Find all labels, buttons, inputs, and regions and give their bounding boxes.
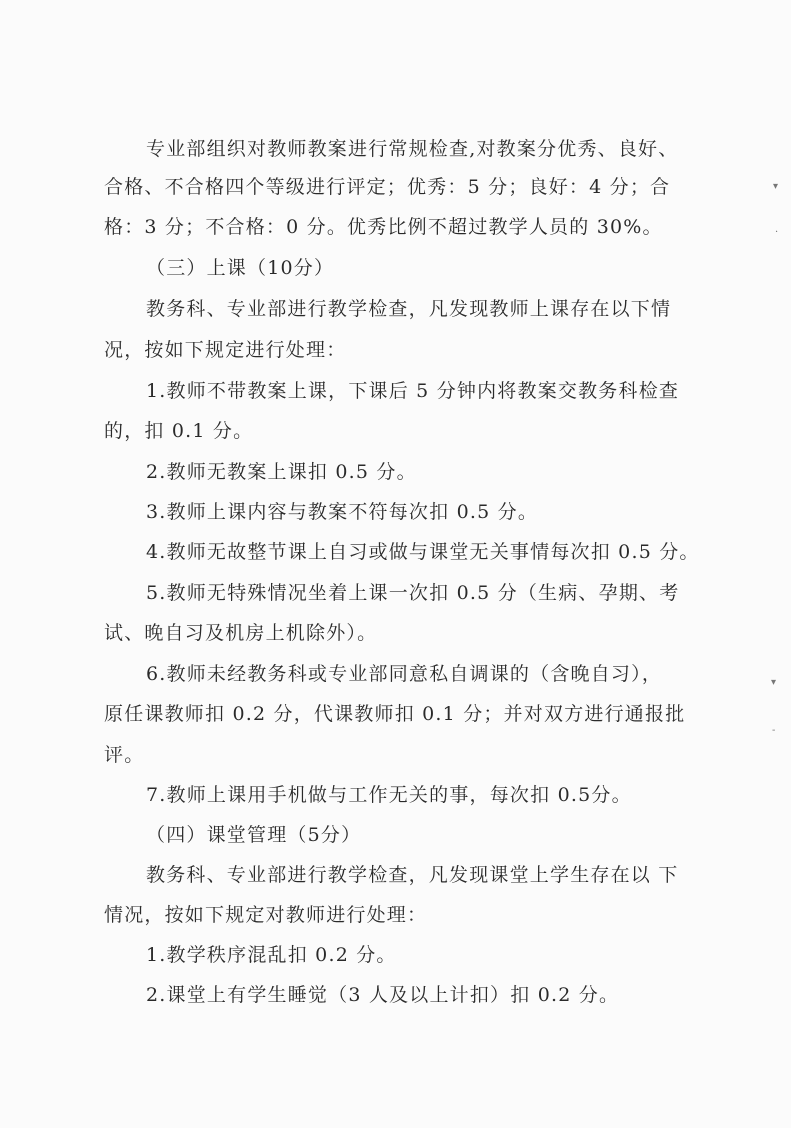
- section-heading: （四）课堂管理（5分）: [146, 824, 362, 846]
- list-item: 3.教师上课内容与教案不符每次扣 0.5 分。: [146, 501, 539, 523]
- scan-artifact: ▾: [773, 181, 779, 192]
- paragraph-line: 合格、不合格四个等级进行评定；优秀：5 分；良好：4 分；合: [104, 176, 671, 198]
- paragraph-line: 教务科、专业部进行教学检查，凡发现教师上课存在以下情: [146, 298, 672, 320]
- list-item: 4.教师无故整节课上自习或做与课堂无关事情每次扣 0.5 分。: [146, 541, 700, 563]
- section-heading: （三）上课（10分）: [146, 257, 335, 279]
- list-item: 7.教师上课用手机做与工作无关的事，每次扣 0.5分。: [146, 784, 632, 806]
- list-item: 2.教师无教案上课扣 0.5 分。: [146, 461, 417, 483]
- list-item: 1.教师不带教案上课，下课后 5 分钟内将教案交教务科检查: [146, 380, 680, 402]
- paragraph-line: 的，扣 0.1 分。: [104, 420, 254, 442]
- list-item: 1.教学秩序混乱扣 0.2 分。: [146, 944, 397, 966]
- scan-artifact: ▾: [771, 677, 777, 688]
- paragraph-line: 况，按如下规定进行处理：: [104, 339, 347, 361]
- paragraph-line: 评。: [104, 744, 145, 766]
- paragraph-line: 教务科、专业部进行教学检查，凡发现课堂上学生存在以 下: [146, 864, 679, 886]
- paragraph-line: 试、晚自习及机房上机除外）。: [104, 622, 378, 644]
- scan-artifact: ·: [775, 227, 779, 238]
- paragraph-line: 格：3 分；不合格：0 分。优秀比例不超过教学人员的 30%。: [104, 216, 663, 238]
- list-item: 2.课堂上有学生睡觉（3 人及以上计扣）扣 0.2 分。: [146, 984, 620, 1006]
- list-item: 6.教师未经教务科或专业部同意私自调课的（含晚自习），: [146, 663, 663, 685]
- paragraph-line: 原任课教师扣 0.2 分，代课教师扣 0.1 分；并对双方进行通报批: [104, 703, 686, 725]
- list-item: 5.教师无特殊情况坐着上课一次扣 0.5 分（生病、孕期、考: [146, 582, 680, 604]
- paragraph-line: 专业部组织对教师教案进行常规检查,对教案分优秀、良好、: [146, 138, 679, 160]
- paragraph-line: 情况，按如下规定对教师进行处理：: [104, 904, 428, 926]
- scan-artifact: -: [772, 725, 776, 736]
